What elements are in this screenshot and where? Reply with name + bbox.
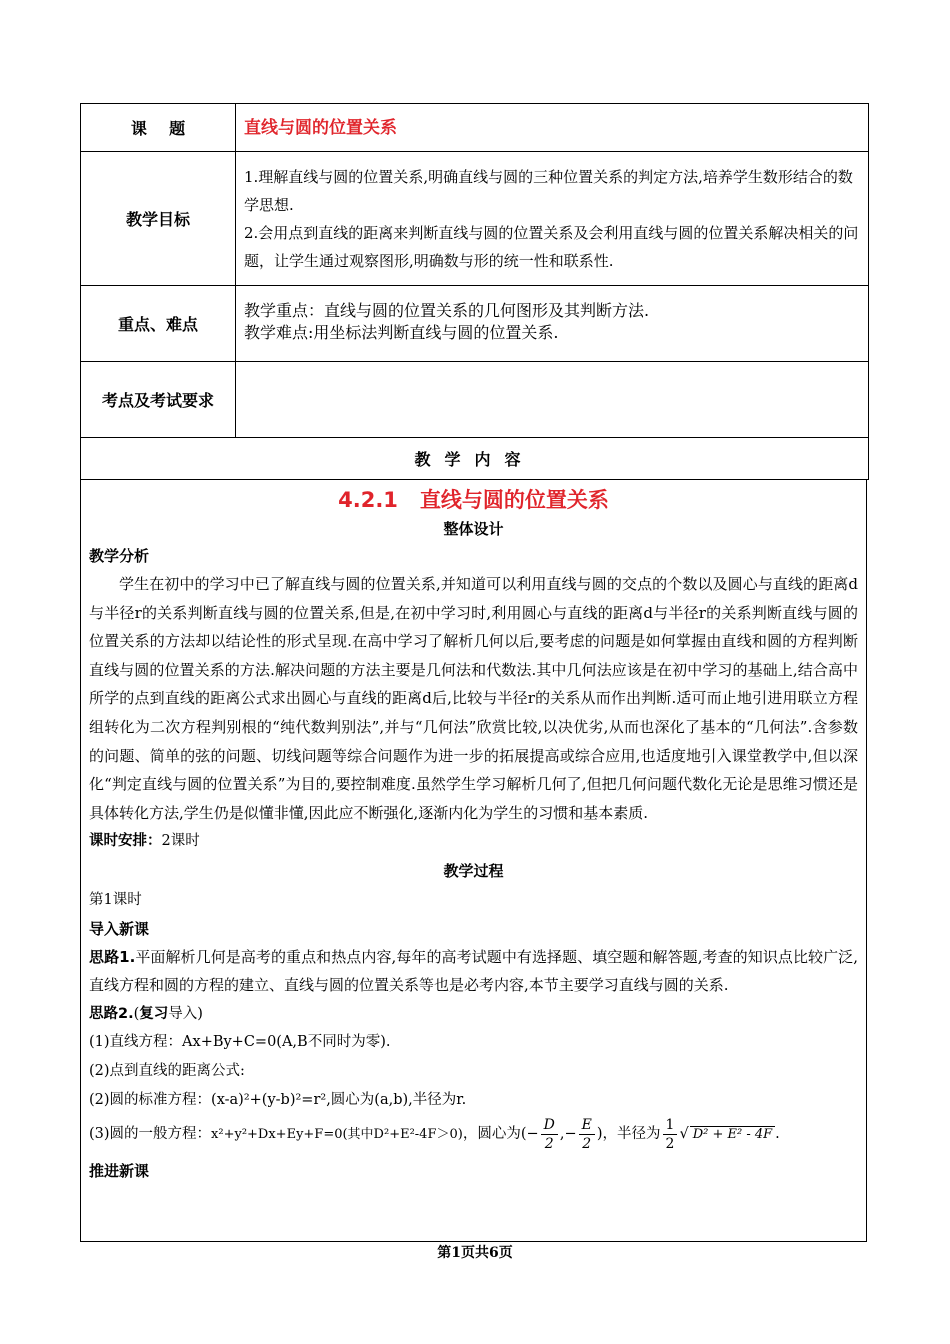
radius-sqrt: D² + E² - 4F xyxy=(690,1126,775,1142)
keypoints-cell xyxy=(236,286,869,362)
schedule-line xyxy=(89,827,858,856)
topic-label: 课 题 xyxy=(81,104,236,152)
review-item-2: (2)点到直线的距离公式: xyxy=(89,1062,245,1079)
topic-value: 直线与圆的位置关系 xyxy=(236,104,869,152)
goals-cell xyxy=(236,152,869,286)
content-body xyxy=(80,480,867,1242)
advance-heading: 推进新课 xyxy=(89,1162,150,1181)
idea-1 xyxy=(89,943,858,1000)
idea-1-label: 思路1. xyxy=(89,947,136,966)
keypoint-1: 教学重点：直线与圆的位置关系的几何图形及其判断方法. xyxy=(244,301,650,320)
page-footer: 第1页共6页 xyxy=(437,1245,513,1261)
standard-equation: (x-a)²+(y-b)²=r² xyxy=(211,1091,327,1108)
keypoint-2: 教学难点:用坐标法判断直线与圆的位置关系. xyxy=(244,323,559,342)
review-item-4: (3)圆的一般方程：x²+y²+Dx+Ey+F=0(其中D²+E²-4F＞0)，圆心为(− $\frac{D}{2}$ ,− $\frac{E}{2}$ )，半径为 $\frac{1}{2}$ √ D² + E² - 4F . xyxy=(89,1116,780,1152)
fraction-one-half: $\frac{1}{2}$ xyxy=(663,1116,678,1153)
keypoints-label: 重点、难点 xyxy=(81,286,236,362)
intro-heading: 导入新课 xyxy=(89,919,150,938)
content-header: 教学内容 xyxy=(81,438,869,480)
analysis-heading: 教学分析 xyxy=(89,547,150,565)
review-item-3: (2)圆的标准方程：(x-a)²+(y-b)²=r²,圆心为(a,b),半径为r. xyxy=(89,1091,467,1108)
idea-2: 思路2.(复习导入) xyxy=(89,1005,203,1022)
goals-label: 教学目标 xyxy=(81,152,236,286)
idea-1-text: 平面解析几何是高考的重点和热点内容,每年的高考试题中有选择题、填空题和解答题,考查的知识点比较广泛,直线方程和圆的方程的建立、直线与圆的位置关系等也是必考内容,本节主要学习直线与圆的关系. xyxy=(89,947,859,995)
header-table xyxy=(80,103,869,480)
process-heading: 教学过程 xyxy=(443,861,504,880)
exam-label: 考点及考试要求 xyxy=(81,362,236,438)
idea-2-bold: 复习 xyxy=(139,1005,169,1022)
schedule-value: 2课时 xyxy=(161,833,200,850)
review-item-1: (1)直线方程：Ax+By+C=0(A,B不同时为零). xyxy=(89,1034,391,1051)
schedule-label: 课时安排： xyxy=(89,833,162,850)
analysis-paragraph: 学生在初中的学习中已了解直线与圆的位置关系,并知道可以利用直线与圆的交点的个数以及圆心与直线的距离d与半径r的关系判断直线与圆的位置关系,但是,在初中学习时,利用圆心与直线的距离d与半径r的关系判断直线与圆的位置关系的方法却以结论性的形式呈现.在高中学习了解析几何以后,要考虑的问题是如何掌握由直线和圆的方程判断直线与圆的位置关系的方法.解决问题的方法主要是几何法和代数法.其中几何法应该是在初中学习的基础上,结合高中所学的点到直线的距离公式求出圆心与直线的距离d后,比较与半径r的关系从而作出判断.适可而止地引进用联立方程组转化为二次方程判别根的“纯代数判别法”,并与“几何法”欣赏比较,以决优劣,从而也深化了基本的“几何法”.含参数的问题、简单的弦的问题、切线问题等综合问题作为进一步的拓展提高或综合应用,也适度地引入课堂教学中,但以深化“判定直线与圆的位置关系”为目的,要控制难度.虽然学生学习解析几何了,但把几何问题代数化无论是思维习惯还是具体转化方法,学生仍是似懂非懂,因此应不断强化,逐渐内化为学生的习惯和基本素质. xyxy=(89,575,858,822)
overall-design-heading: 整体设计 xyxy=(443,520,504,538)
goal-1: 1.理解直线与圆的位置关系,明确直线与圆的三种位置关系的判定方法,培养学生数形结合的数学思想. xyxy=(244,167,853,214)
lesson-label: 第1课时 xyxy=(89,891,142,908)
exam-value xyxy=(236,362,869,438)
section-title: 4.2.1 直线与圆的位置关系 xyxy=(338,488,609,512)
general-equation: x²+y²+Dx+Ey+F=0(其中D²+E²-4F＞0) xyxy=(211,1127,463,1143)
fraction-d-over-2: $\frac{D}{2}$ xyxy=(541,1116,558,1153)
lesson-plan-page xyxy=(80,103,869,1242)
idea-2-label: 思路2. xyxy=(89,1005,134,1022)
goal-2: 2.会用点到直线的距离来判断直线与圆的位置关系及会利用直线与圆的位置关系解决相关的问题，让学生通过观察图形,明确数与形的统一性和联系性. xyxy=(244,223,859,270)
fraction-e-over-2: $\frac{E}{2}$ xyxy=(579,1116,595,1153)
